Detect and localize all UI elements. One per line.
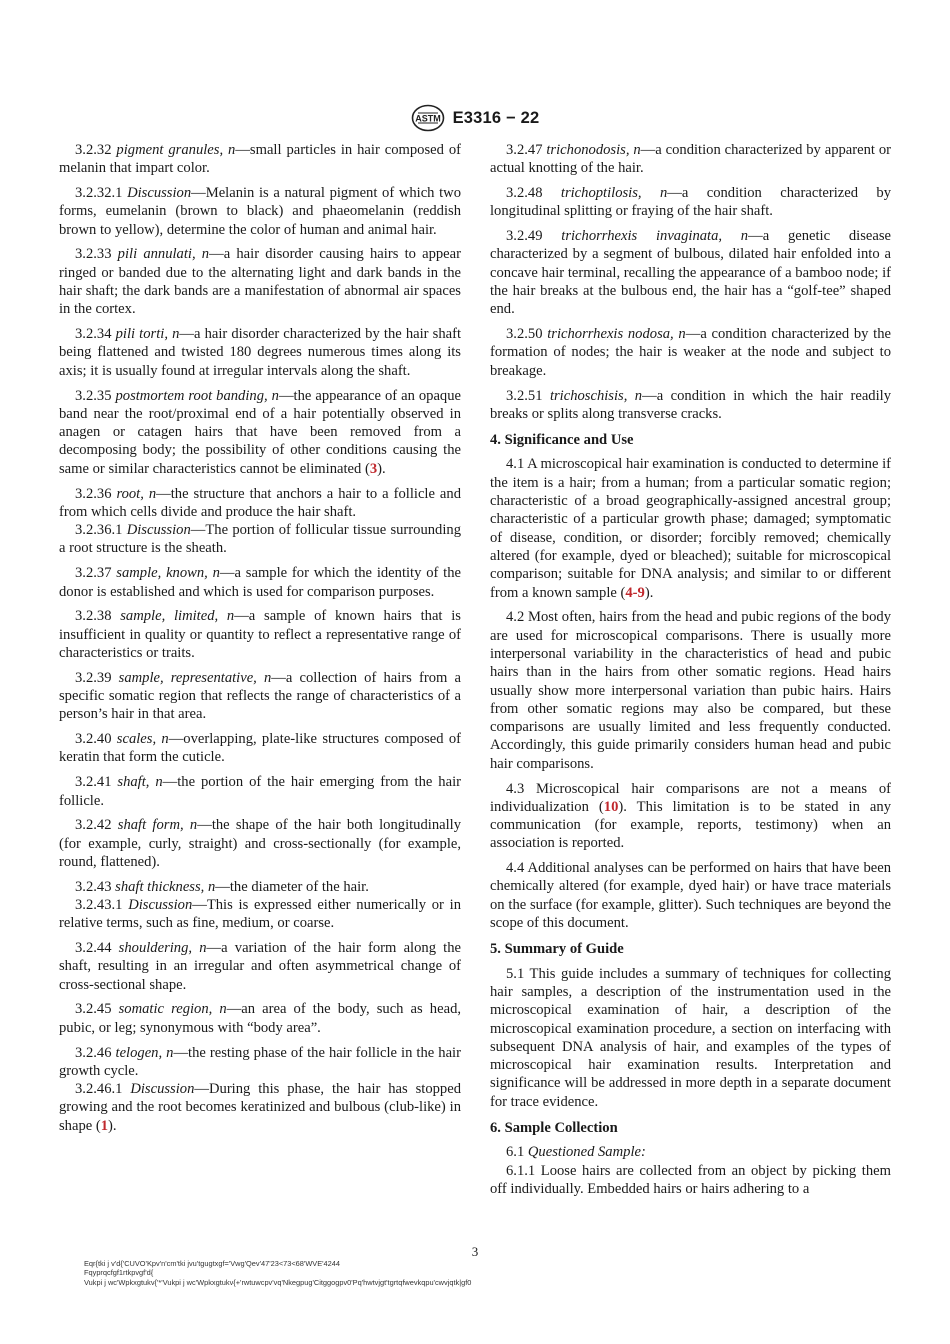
left-column	[59, 141, 461, 1142]
definition-3-2-35: 3.2.35 postmortem root banding, n—the appearance of an opaque band near the root/proximal end of a hair potentially observed in anagen or catagen hairs that have been removed from a decomposing body; the possibility of other conditions causing the same or similar characteristics cannot be eliminated (3).	[59, 387, 461, 477]
footer-line: Vukpi j wc'Wpkxgtukv{'*'Vukpi j wc'Wpkxgtukv{+'rwtuwcpv'vq'Nkegpug'Citggogpv0'Pq'hwtvjgt'tgrtqfwevkqpu'cwvjqtk|gf0	[84, 1277, 472, 1287]
discussion-3-2-43-1: 3.2.43.1 Discussion—This is expressed either numerically or in relative terms, such as fine, medium, or coarse.	[59, 896, 461, 932]
definition-3-2-49: 3.2.49 trichorrhexis invaginata, n—a genetic disease characterized by a segment of bulbous, dilated hair enfolded into a concave hair terminal, recalling the appearance of a bamboo node; if the hair breaks at the bulbous end, the hair has a “golf-tee” shaped end.	[490, 228, 891, 318]
definition-3-2-51: 3.2.51 trichoschisis, n—a condition in which the hair readily breaks or splits along transverse cracks.	[490, 387, 892, 422]
astm-logo-icon	[411, 104, 445, 132]
definition-3-2-39: 3.2.39 sample, representative, n—a collection of hairs from a specific somatic region that reflects the range of characteristics of a person’s hair in that area.	[59, 669, 461, 723]
section-heading-5: 5. Summary of Guide	[490, 941, 624, 958]
standard-designation: E3316 − 22	[452, 108, 540, 127]
definition-3-2-48: 3.2.48 trichoptilosis, n—a condition characterized by longitudinal splitting or fraying of the hair shaft.	[490, 185, 891, 220]
section-heading-4: 4. Significance and Use	[490, 432, 634, 449]
discussion-3-2-46-1: 3.2.46.1 Discussion—During this phase, the hair has stopped growing and the root becomes keratinized and bulbous (club-like) in shape (1).	[59, 1081, 461, 1134]
definition-3-2-46: 3.2.46 telogen, n—the resting phase of the hair follicle in the hair growth cycle.	[59, 1044, 461, 1079]
definition-3-2-32: 3.2.32 pigment granules, n—small particles in hair composed of melanin that impart color.	[59, 142, 461, 177]
definition-3-2-47: 3.2.47 trichonodosis, n—a condition characterized by apparent or actual knotting of the hair.	[490, 142, 892, 177]
reference-link[interactable]: 1	[100, 1117, 109, 1134]
discussion-3-2-32-1: 3.2.32.1 Discussion—Melanin is a natural pigment of which two forms, eumelanin (brown to black) and phaeomelanin (reddish brown to yellow), determine the color of human and animal hair.	[59, 185, 461, 238]
definition-3-2-42: 3.2.42 shaft form, n—the shape of the hair both longitudinally (for example, curly, straight) and cross-sectionally (for example, round, flattened).	[59, 817, 462, 870]
paragraph-4-1: 4.1 A microscopical hair examination is conducted to determine if the item is a hair; from a human; from a particular somatic region; characteristic of a broad geographically-assigned ancestral group; characteristic of a particular growth phase; damaged; symptomatic of disease, condition, or disorder; forcibly removed; chemically altered (for example, dyed or bleached); suitable for microscopical comparison; suitable for DNA analysis; and similar to or different from a known sample (4-9).	[490, 456, 892, 601]
definition-3-2-40: 3.2.40 scales, n—overlapping, plate-like structures composed of keratin that form the cuticle.	[59, 731, 461, 766]
definition-3-2-44: 3.2.44 shouldering, n—a variation of the hair form along the shaft, resulting in an irregular and often asymmetrical change of cross-sectional shape.	[59, 940, 461, 993]
footer-line: Eqr{tki j v'd{'CUVO'Kpv'n'cm'tki jvu'tgugtxgf='Vwg'Qev'47'23<73<68'WVE'4244	[84, 1259, 341, 1268]
definition-3-2-37: 3.2.37 sample, known, n—a sample for which the identity of the donor is established and which is used for comparison purposes.	[59, 565, 461, 600]
reference-link[interactable]: 3	[369, 460, 378, 477]
paragraph-5-1: 5.1 This guide includes a summary of techniques for collecting hair samples, a description of the instrumentation used in the microscopical examination of hair, a description of the microscopical examination procedure, a section on interfacing with subsequent DNA analysis of hair, and examples of the types of microscopical hair examination results. Interpretation and significance will be addressed in more depth in a separate document for trace evidence.	[490, 965, 891, 1110]
reference-link[interactable]: 4-9	[625, 584, 645, 601]
definition-3-2-45: 3.2.45 somatic region, n—an area of the body, such as head, pubic, or leg; synonymous with “body area”.	[59, 1001, 462, 1036]
discussion-3-2-36-1: 3.2.36.1 Discussion—The portion of follicular tissue surrounding a root structure is the sheath.	[59, 522, 461, 557]
page-number: 3	[471, 1244, 479, 1259]
definition-3-2-43: 3.2.43 shaft thickness, n—the diameter of the hair.	[75, 878, 369, 895]
definition-3-2-41: 3.2.41 shaft, n—the portion of the hair emerging from the hair follicle.	[59, 774, 461, 809]
paragraph-4-3: 4.3 Microscopical hair comparisons are not a means of individualization (10). This limitation is to be stated in any communication (for example, reports, testimony) when an association is reported.	[490, 780, 891, 852]
paragraph-6-1-1: 6.1.1 Loose hairs are collected from an object by picking them off individually. Embedded hairs or hairs adhering to a	[490, 1162, 891, 1197]
paragraph-4-4: 4.4 Additional analyses can be performed on hairs that have been chemically altered (for example, dyed hair) or have trace materials on the surface (for example, glitter). Such techniques are beyond the scope of this document.	[490, 860, 891, 932]
page-header	[0, 104, 950, 132]
section-heading-6: 6. Sample Collection	[490, 1120, 618, 1137]
reference-link[interactable]: 10	[603, 798, 619, 815]
svg-text:ASTM: ASTM	[414, 113, 441, 124]
paragraph-6-1: 6.1 Questioned Sample:	[506, 1144, 646, 1161]
definition-3-2-50: 3.2.50 trichorrhexis nodosa, n—a condition characterized by the formation of nodes; the hair is weaker at the node and subject to breakage.	[490, 326, 891, 379]
paragraph-4-2: 4.2 Most often, hairs from the head and pubic regions of the body are used for microscopical comparisons. There is usually more interpersonal variability in the characteristics of head and pubic hairs than in the hairs from other somatic regions. Head hairs usually show more interpersonal variation than pubic hairs. Hairs from other somatic regions may also be compared, but these comparisons are usually limited and less frequently conducted. Accordingly, this guide primarily considers human head and pubic hair comparisons.	[490, 609, 891, 772]
definition-3-2-33: 3.2.33 pili annulati, n—a hair disorder causing hairs to appear ringed or banded due to the alternating light and dark bands in the hair shaft; the dark bands are a manifestation of abnormal air spaces in the cortex.	[59, 246, 461, 318]
footer-line: Fqyprqcfgf1rtkpvgf'd{	[84, 1268, 154, 1278]
definition-3-2-38: 3.2.38 sample, limited, n—a sample of known hairs that is insufficient in quality or quantity to reflect a representative range of characteristics or traits.	[59, 608, 461, 661]
copyright-footer	[84, 1259, 471, 1287]
definition-3-2-36: 3.2.36 root, n—the structure that anchors a hair to a follicle and from which cells divide and produce the hair shaft.	[59, 485, 461, 520]
right-column	[490, 141, 891, 1205]
definition-3-2-34: 3.2.34 pili torti, n—a hair disorder characterized by the hair shaft being flattened and twisted 180 degrees numerous times along its axis; it is usually found at irregular intervals along the shaft.	[59, 326, 462, 379]
